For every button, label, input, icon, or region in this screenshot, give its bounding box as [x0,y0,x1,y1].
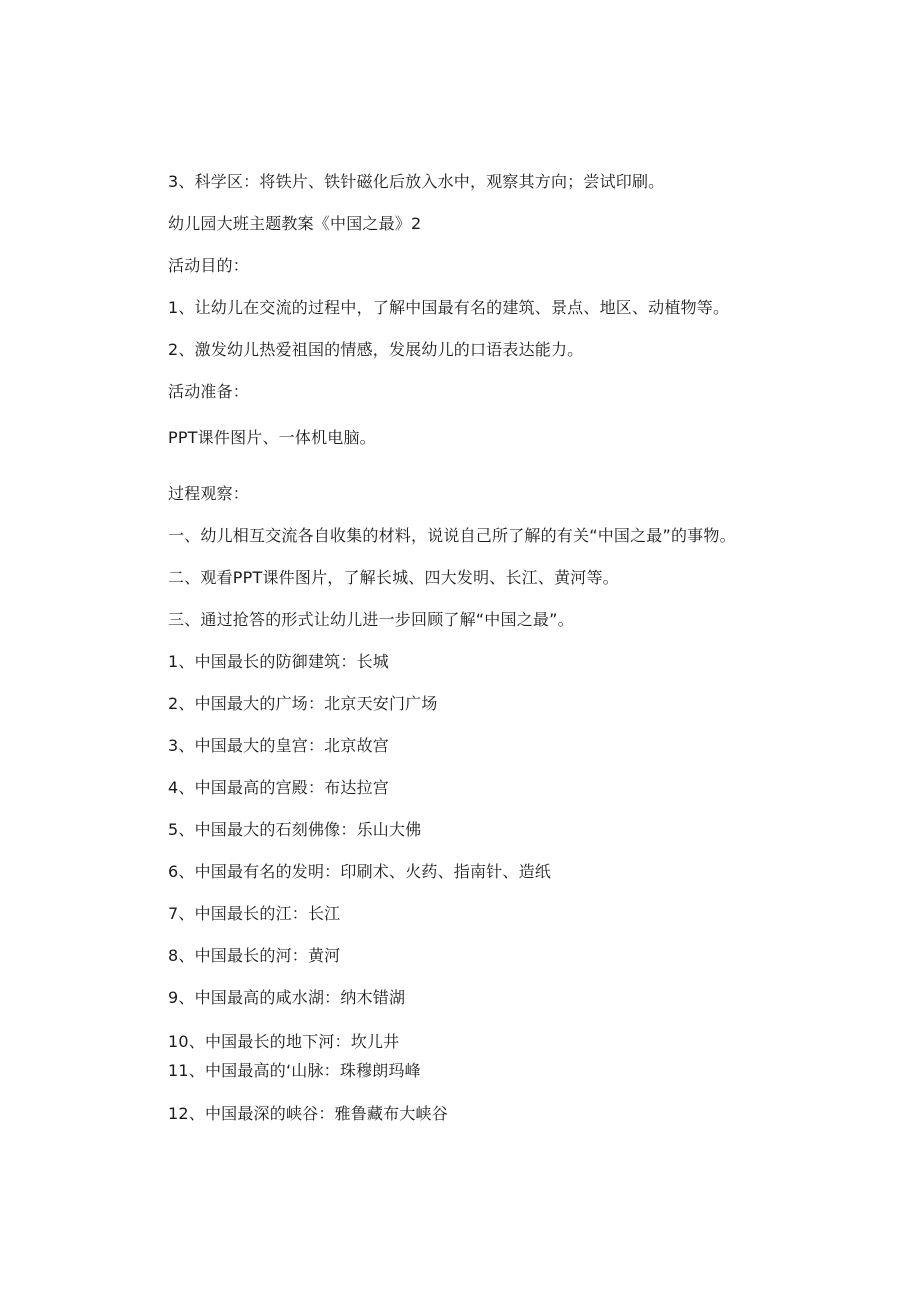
science-area-item: 3、科学区：将铁片、铁针磁化后放入水中，观察其方向；尝试印刷。 [168,172,665,191]
list-item: 4、中国最高的宫殿：布达拉宫 [168,778,389,797]
section-heading-process: 过程观察： [168,484,250,503]
list-item: 6、中国最有名的发明：印刷术、火药、指南针、造纸 [168,862,551,881]
list-item: 1、中国最长的防御建筑：长城 [168,652,389,671]
list-item: 8、中国最长的河：黄河 [168,946,341,965]
list-item: 5、中国最大的石刻佛像：乐山大佛 [168,820,422,839]
section-heading-preparation: 活动准备： [168,382,250,401]
process-step-1: 一、幼儿相互交流各自收集的材料，说说自己所了解的有关“中国之最”的事物。 [168,526,736,545]
process-step-2: 二、观看PPT课件图片，了解长城、四大发明、长江、黄河等。 [168,568,619,587]
preparation-text: PPT课件图片、一体机电脑。 [168,428,376,447]
list-item: 12、中国最深的峡谷：雅鲁藏布大峡谷 [168,1104,448,1123]
list-item: 10、中国最长的地下河：坎儿井 [168,1032,400,1051]
list-item: 2、中国最大的广场：北京天安门广场 [168,694,438,713]
list-item: 11、中国最高的‘山脉：珠穆朗玛峰 [168,1061,421,1080]
lesson-title: 幼儿园大班主题教案《中国之最》2 [168,214,422,233]
list-item: 9、中国最高的咸水湖：纳木错湖 [168,988,406,1007]
section-heading-objectives: 活动目的： [168,256,250,275]
objective-item-1: 1、让幼儿在交流的过程中，了解中国最有名的建筑、景点、地区、动植物等。 [168,298,730,317]
objective-item-2: 2、激发幼儿热爱祖国的情感，发展幼儿的口语表达能力。 [168,340,584,359]
process-step-3: 三、通过抢答的形式让幼儿进一步回顾了解“中国之最”。 [168,610,574,629]
list-item: 7、中国最长的江：长江 [168,904,341,923]
list-item: 3、中国最大的皇宫：北京故宫 [168,736,389,755]
